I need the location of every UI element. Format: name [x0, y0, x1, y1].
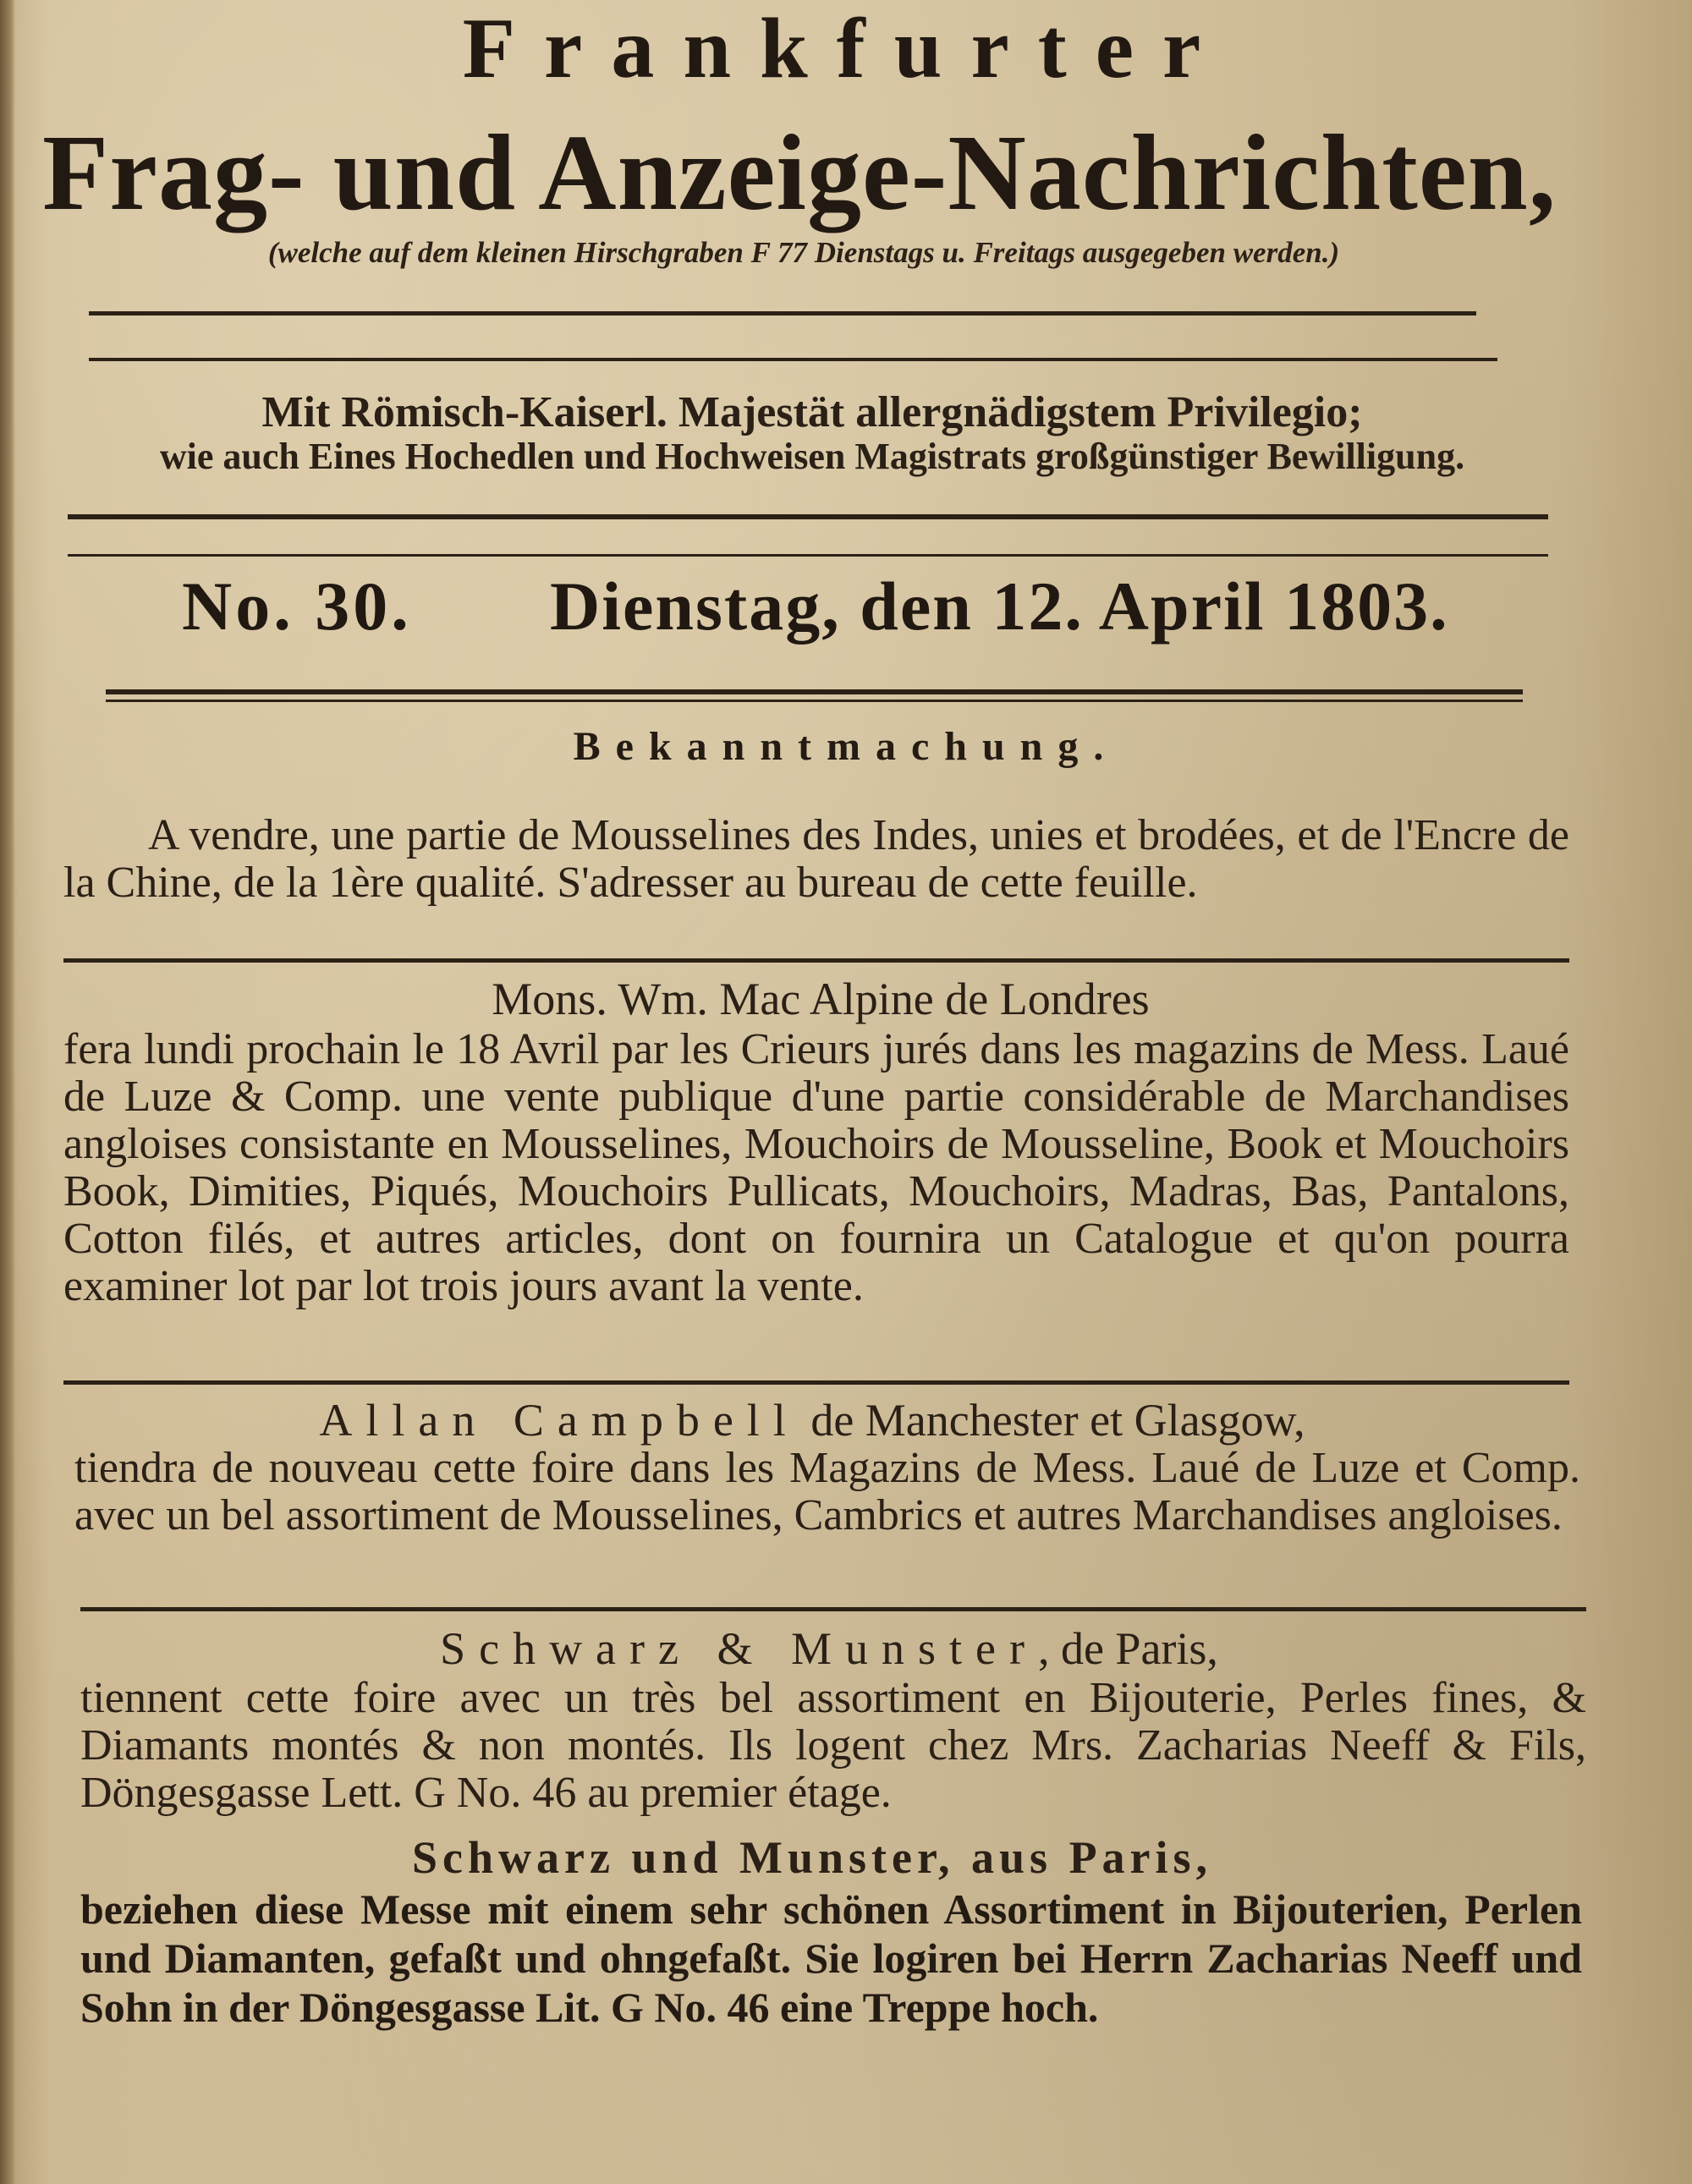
double-rule	[106, 689, 1523, 702]
notice-4-text	[80, 1675, 1586, 1817]
notice-4-heading-rest: , de Paris,	[1037, 1623, 1218, 1674]
notice-3-heading-rest: de Manchester et Glasgow,	[799, 1395, 1305, 1446]
notice-3-body: tiendra de nouveau cette foire dans les Magazins de Mess. Laué de Luze et Comp. avec un bel assortiment de Mousselines, Cambrics et autres Marchandises angloises.	[74, 1444, 1580, 1539]
notice-4-german-text	[80, 1885, 1582, 2032]
privilege-line-2: wie auch Eines Hochedlen und Hochweisen Magistrats großgünstiger Bewilligung.	[159, 436, 1465, 477]
divider-rule	[89, 358, 1497, 361]
divider-rule	[68, 514, 1548, 519]
issue-number: No. 30.	[182, 568, 412, 645]
notice-1-body: A vendre, une partie de Mousselines des Indes, unies et brodées, et de l'Encre de la Chine, de la 1ère qualité. S'adresser au bureau de cette feuille.	[63, 811, 1569, 907]
masthead-city: Frankfurter	[462, 1, 1230, 96]
notice-2-body: fera lundi prochain le 18 Avril par les Crieurs jurés dans les magazins de Mess. Laué de Luze & Comp. une vente publique d'une partie considérable de Marchandises angloises consistante en Mousselines, Mouchoirs de Mousseline, Book et Mouchoirs Book, Dimities, Piqués, Mouchoirs Pullicats, Mouchoirs, Madras, Bas, Pantalons, Cotton filés, et autres articles, dont on fournira un Catalogue et qu'on pourra examiner lot par lot trois jours avant la vente.	[63, 1025, 1569, 1310]
notice-4-name: Schwarz & Munster	[440, 1623, 1038, 1674]
notice-4-german-body: beziehen diese Messe mit einem sehr schönen Assortiment in Bijouterien, Perlen und Diamanten, gefaßt und ohngefaßt. Sie logiren bei Herrn Zacharias Neeff und Sohn in der Döngesgasse Lit. G No. 46 eine Treppe hoch.	[80, 1885, 1582, 2031]
masthead-title: Frag- und Anzeige-Nachrichten,	[42, 112, 1557, 233]
notice-3-heading	[0, 1394, 1658, 1446]
divider-rule	[68, 554, 1548, 557]
divider-rule	[63, 958, 1569, 963]
notice-4-german-heading-text: Schwarz und Munster, aus Paris,	[411, 1832, 1213, 1883]
notice-4-body: tiennent cette foire avec un très bel assortiment en Bijouterie, Perles fines, & Diamants montés & non montés. Ils logent chez Mrs. Zacharias Neeff & Fils, Döngesgasse Lett. G No. 46 au premier étage.	[80, 1674, 1586, 1817]
divider-rule	[89, 311, 1476, 316]
issue-date: Dienstag, den 12. April 1803.	[550, 568, 1449, 645]
notice-3-text	[74, 1445, 1580, 1539]
notice-3-name: Allan Campbell	[319, 1395, 799, 1446]
notice-2-text	[63, 1026, 1569, 1310]
notice-2-heading: Mons. Wm. Mac Alpine de Londres	[492, 974, 1150, 1024]
notice-4-german-heading	[0, 1831, 1658, 1884]
privilege-line-1: Mit Römisch-Kaiserl. Majestät allergnädigstem Privilegio;	[261, 388, 1363, 436]
notice-1-text	[63, 812, 1569, 907]
divider-rule	[80, 1607, 1586, 1611]
divider-rule	[63, 1380, 1569, 1385]
notice-4-heading	[0, 1622, 1675, 1675]
section-heading: Bekanntmachung.	[573, 724, 1119, 769]
masthead-subtitle: (welche auf dem kleinen Hirschgraben F 77 Dienstags u. Freitags ausgegeben werden.)	[267, 236, 1340, 269]
